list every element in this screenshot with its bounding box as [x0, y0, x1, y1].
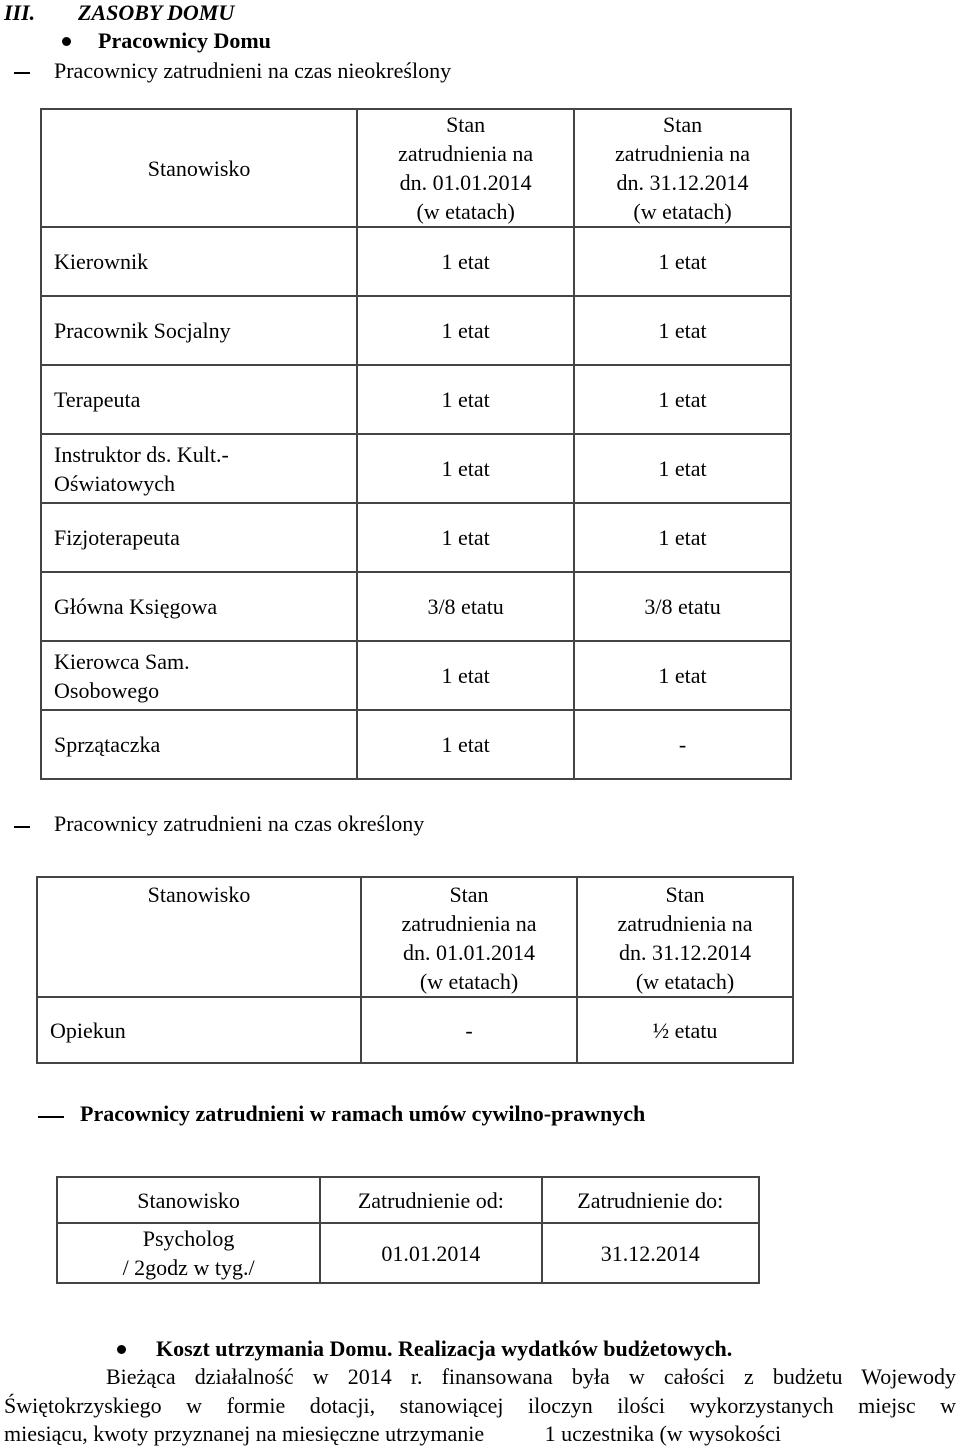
sec1-table [40, 108, 792, 780]
col-header-from: Zatrudnienie od: [320, 1177, 541, 1223]
section-number: III. [4, 0, 36, 25]
subheading: Pracownicy Domu [98, 28, 271, 53]
cell-position: Fizjoterapeuta [41, 503, 357, 572]
cell-position: Główna Księgowa [41, 572, 357, 641]
dash-icon [38, 1116, 64, 1118]
section-title: ZASOBY DOMU [78, 0, 235, 25]
cell-start: 1 etat [357, 710, 574, 779]
col-header-start: Stan zatrudnienia na dn. 01.01.2014 (w etatach) [361, 877, 577, 997]
cell-end: 1 etat [574, 296, 791, 365]
cell-position: Sprzątaczka [41, 710, 357, 779]
table-row [41, 503, 791, 572]
cell-position: Pracownik Socjalny [41, 296, 357, 365]
table-row [41, 434, 791, 503]
sec3-title: Pracownicy zatrudnieni w ramach umów cywilno-prawnych [80, 1101, 646, 1126]
cost-title: Koszt utrzymania Domu. Realizacja wydatków budżetowych. [156, 1336, 733, 1361]
bullet-icon [117, 1345, 126, 1354]
col-header-to: Zatrudnienie do: [542, 1177, 759, 1223]
col-header-end: Stan zatrudnienia na dn. 31.12.2014 (w etatach) [577, 877, 793, 997]
cell-to: 31.12.2014 [542, 1223, 759, 1283]
table-header-row [37, 877, 793, 997]
cell-from: 01.01.2014 [320, 1223, 541, 1283]
table-header-row [57, 1177, 759, 1223]
cell-end: 3/8 etatu [574, 572, 791, 641]
col-header-end: Stan zatrudnienia na dn. 31.12.2014 (w etatach) [574, 109, 791, 227]
cell-start: 3/8 etatu [357, 572, 574, 641]
cost-line2: Świętokrzyskiego w formie dotacji, stanowiącej iloczyn ilości wykorzystanych miejsc w [4, 1393, 956, 1418]
cell-end: 1 etat [574, 434, 791, 503]
cell-position: Psycholog / 2godz w tyg./ [57, 1223, 320, 1283]
table-header-row [41, 109, 791, 227]
cell-end: ½ etatu [577, 997, 793, 1063]
cell-start: 1 etat [357, 365, 574, 434]
cell-start: 1 etat [357, 434, 574, 503]
table-row [41, 710, 791, 779]
sec3-table [56, 1176, 760, 1284]
cell-position: Kierowca Sam. Osobowego [41, 641, 357, 710]
bullet-icon [62, 37, 71, 46]
cell-start: 1 etat [357, 503, 574, 572]
cell-start: - [361, 997, 577, 1063]
table-row [41, 296, 791, 365]
cell-position: Kierownik [41, 227, 357, 296]
col-header-start: Stan zatrudnienia na dn. 01.01.2014 (w etatach) [357, 109, 574, 227]
col-header-position: Stanowisko [37, 877, 361, 997]
cell-start: 1 etat [357, 227, 574, 296]
cell-start: 1 etat [357, 641, 574, 710]
table-row [57, 1223, 759, 1283]
sec1-title: Pracownicy zatrudnieni na czas nieokreślony [54, 58, 452, 83]
table-row [41, 227, 791, 296]
table-row [41, 641, 791, 710]
cell-end: - [574, 710, 791, 779]
sec2-title: Pracownicy zatrudnieni na czas określony [54, 811, 425, 836]
cost-line3: miesiącu, kwoty przyznanej na miesięczne utrzymanie 1 uczestnika (w wysokości [4, 1421, 782, 1446]
cell-end: 1 etat [574, 641, 791, 710]
table-row [41, 365, 791, 434]
dash-icon [14, 72, 30, 74]
table-row [41, 572, 791, 641]
col-header-position: Stanowisko [41, 109, 357, 227]
cost-line1: Bieżąca działalność w 2014 r. finansowana była w całości z budżetu Wojewody [106, 1364, 956, 1389]
table-row [37, 997, 793, 1063]
cell-position: Terapeuta [41, 365, 357, 434]
cell-start: 1 etat [357, 296, 574, 365]
sec2-table [36, 876, 794, 1064]
cell-end: 1 etat [574, 503, 791, 572]
cell-position: Opiekun [37, 997, 361, 1063]
cell-end: 1 etat [574, 227, 791, 296]
col-header-position: Stanowisko [57, 1177, 320, 1223]
cell-position: Instruktor ds. Kult.- Oświatowych [41, 434, 357, 503]
cell-end: 1 etat [574, 365, 791, 434]
dash-icon [14, 826, 30, 828]
